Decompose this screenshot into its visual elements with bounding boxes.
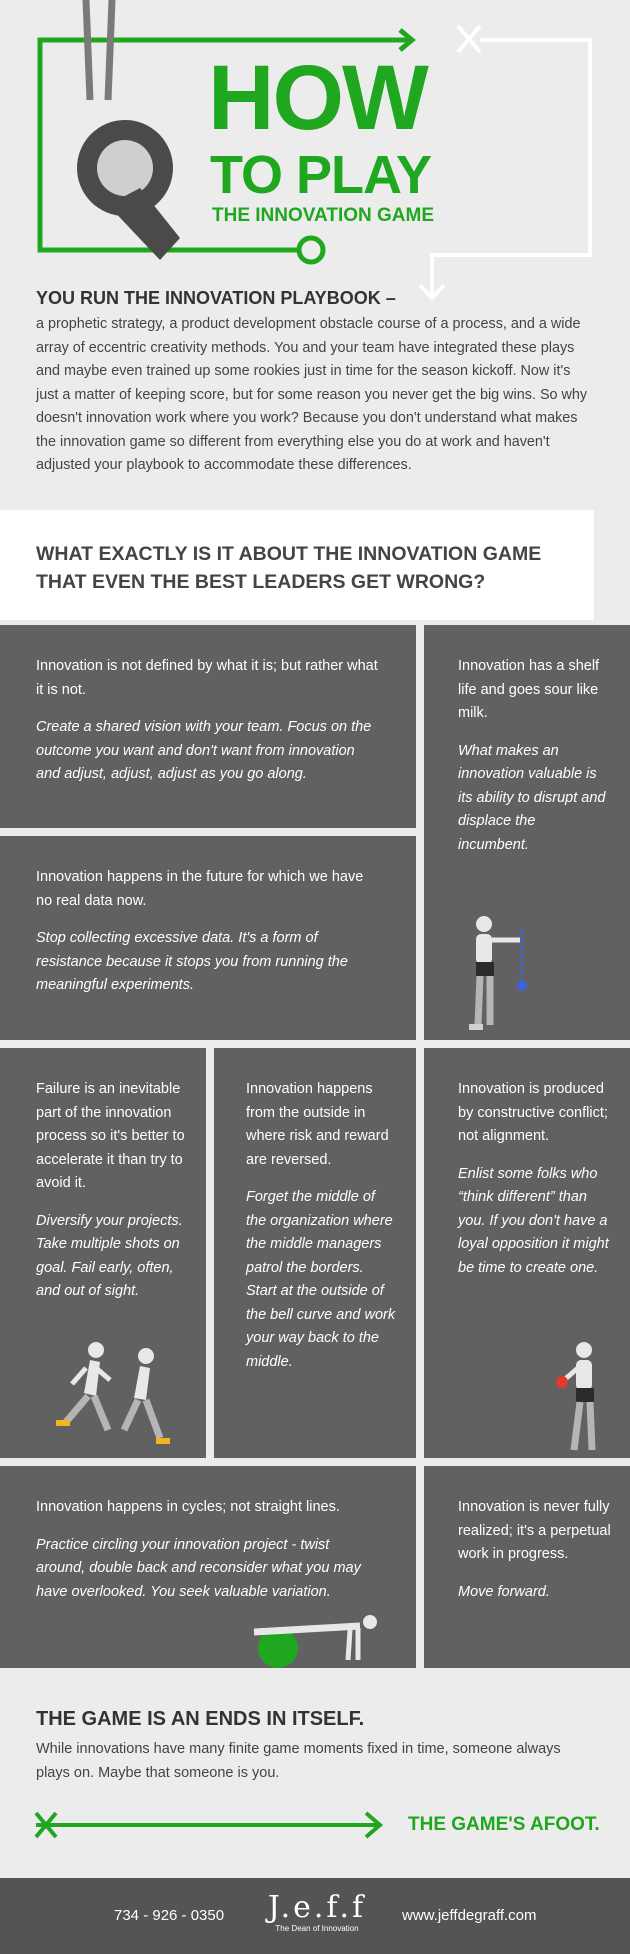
phone-number[interactable]: 734 - 926 - 0350 bbox=[114, 1907, 225, 1924]
tip-advice: Move forward. bbox=[458, 1583, 550, 1600]
website-link[interactable]: www.jeffdegraff.com bbox=[402, 1907, 537, 1924]
intro-body: a prophetic strategy, a product development obstacle course of a process, and a wide array of eccentric creativity methods. You and your team have integrated these plays and maybe even trained up some rookies just in time for the season kickoff. Now it's just a matter of keeping score, but for some reason you never get the big wins. So why doesn't innovation work where you work? Because you don't understand what makes the innovation game so different from everything else you do at work and haven't adjusted your playbook to accommodate these differences. bbox=[36, 316, 588, 473]
tip-advice: Diversify your projects. Take multiple shots on goal. Fail early, often, and out of sight. bbox=[36, 1212, 183, 1299]
tip-card-4 bbox=[0, 1048, 206, 1458]
tip-card-5 bbox=[214, 1048, 416, 1458]
question-banner bbox=[0, 510, 594, 620]
tip-statement: Innovation is produced by constructive conflict; not alignment. bbox=[458, 1081, 608, 1144]
title-to-play: TO PLAY bbox=[210, 145, 432, 205]
hero-section bbox=[0, 0, 630, 290]
footer bbox=[0, 1878, 630, 1954]
logo-tagline: The Dean of Innovation bbox=[275, 1924, 359, 1933]
woman-with-dumbbell-icon bbox=[550, 1340, 620, 1458]
tip-statement: Innovation has a shelf life and goes sour like milk. bbox=[458, 658, 600, 721]
afoot-tagline: THE GAME'S AFOOT. bbox=[408, 1814, 600, 1835]
tip-card-7 bbox=[0, 1466, 416, 1668]
tip-statement: Failure is an inevitable part of the innovation process so it's better to accelerate it than try to avoid it. bbox=[36, 1081, 185, 1191]
tip-advice: Enlist some folks who “think different” than you. If you don't have a loyal opposition it might be time to create one. bbox=[458, 1165, 609, 1276]
logo-wordmark: J.e.f.f bbox=[267, 1890, 367, 1925]
tip-statement: Innovation happens from the outside in where risk and reward are reversed. bbox=[246, 1081, 389, 1168]
tip-card-3 bbox=[0, 836, 416, 1040]
woman-holding-weight-icon bbox=[454, 910, 554, 1035]
ends-heading: THE GAME IS AN ENDS IN ITSELF. bbox=[36, 1708, 365, 1730]
tip-card-6 bbox=[424, 1048, 630, 1458]
intro-section bbox=[36, 288, 596, 478]
title-subtitle: THE INNOVATION GAME bbox=[212, 205, 435, 226]
jeff-logo bbox=[262, 1892, 372, 1934]
title-how: HOW bbox=[208, 47, 427, 149]
tip-advice: Create a shared vision with your team. Focus on the outcome you want and don't want from innovation and adjust, adjust, adjust as you go along. bbox=[36, 719, 372, 782]
runners-icon bbox=[48, 1338, 188, 1453]
tip-advice: Practice circling your innovation project - twist around, double back and reconsider what you may have overlooked. You seek valuable variation. bbox=[36, 1536, 361, 1600]
play-path-line bbox=[432, 40, 590, 295]
tip-statement: Innovation happens in cycles; not straight lines. bbox=[36, 1499, 340, 1515]
ends-section bbox=[36, 1708, 596, 1785]
tip-statement: Innovation is never fully realized; it's a perpetual work in progress. bbox=[458, 1499, 611, 1562]
tip-statement: Innovation is not defined by what it is; but rather what it is not. bbox=[36, 658, 378, 698]
question-heading: WHAT EXACTLY IS IT ABOUT THE INNOVATION GAME THAT EVEN THE BEST LEADERS GET WRONG? bbox=[36, 543, 542, 593]
tip-advice: What makes an innovation valuable is its ability to disrupt and displace the incumbent. bbox=[458, 742, 606, 853]
tip-card-2 bbox=[424, 625, 630, 1040]
tip-advice: Forget the middle of the organization where the middle managers patrol the borders. Start at the outside of the bell curve and work your way back to the middle. bbox=[246, 1189, 396, 1370]
tip-card-1 bbox=[0, 625, 416, 828]
forward-arrow-icon bbox=[30, 1808, 390, 1842]
circle-marker-icon bbox=[299, 238, 323, 262]
tip-advice: Stop collecting excessive data. It's a form of resistance because it stops you from running the meaningful experiments. bbox=[36, 930, 348, 993]
tip-statement: Innovation happens in the future for which we have no real data now. bbox=[36, 869, 364, 909]
intro-heading: YOU RUN THE INNOVATION PLAYBOOK – bbox=[36, 288, 396, 308]
plank-on-ball-icon bbox=[240, 1614, 390, 1668]
ends-body: While innovations have many finite game moments fixed in time, someone always plays on. Maybe that someone is you. bbox=[36, 1741, 561, 1781]
tip-card-8 bbox=[424, 1466, 630, 1668]
